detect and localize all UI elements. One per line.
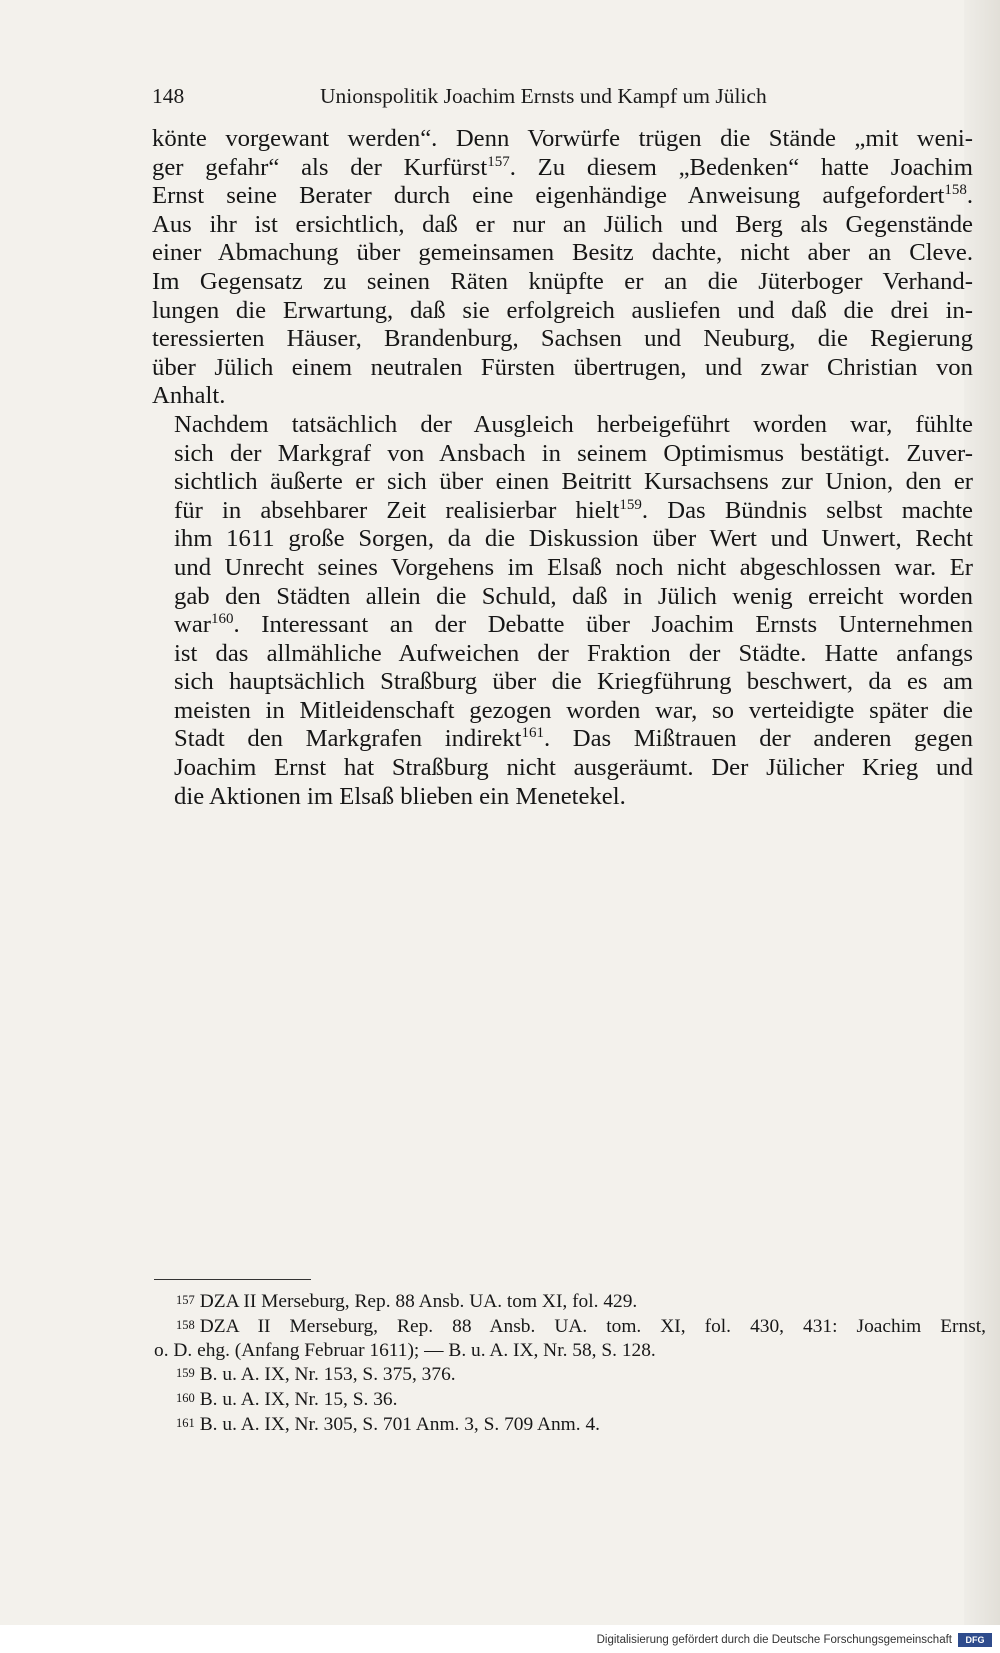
footnote-continuation: o. D. ehg. (Anfang Februar 1611); — B. u. A. IX, Nr. 58, S. 128. <box>154 1339 656 1361</box>
text-line: Aus ihr ist ersichtlich, daß er nur an Jülich und Berg als Gegenstände <box>152 210 973 238</box>
text-line: lungen die Erwartung, daß sie erfolgreich ausliefen und daß die drei in- <box>152 296 973 324</box>
footnote-rule <box>154 1279 311 1280</box>
footnote: 158 DZA II Merseburg, Rep. 88 Ansb. UA. tom. XI, fol. 430, 431: Joachim Ernst, <box>176 1315 986 1337</box>
text-line: Ernst seine Berater durch eine eigenhändige Anweisung aufgefordert$^{158}$. <box>152 181 973 210</box>
text-line: Im Gegensatz zu seinen Räten knüpfte er an die Jüterboger Verhand- <box>152 267 973 295</box>
footnote: 159 B. u. A. IX, Nr. 153, S. 375, 376. <box>176 1364 456 1386</box>
footnote-number: 159 <box>176 1366 195 1381</box>
text-line: teressierten Häuser, Brandenburg, Sachsen und Neuburg, die Regierung <box>152 325 973 353</box>
text-line: gab den Städten allein die Schuld, daß in Jülich wenig erreicht worden <box>174 582 973 610</box>
footnote-ref: 160 <box>211 610 234 627</box>
text-line: ger gefahr“ als der Kurfürst$^{157}$. Zu diesem „Bedenken“ hatte Joachim <box>152 153 973 181</box>
funding-credit: Digitalisierung gefördert durch die Deutsche Forschungsgemeinschaft <box>596 1634 952 1646</box>
text-line: Anhalt. <box>152 382 226 410</box>
text-line: meisten in Mitleidenschaft gezogen worden war, so verteidigte später die <box>174 696 973 724</box>
text-line: Stadt den Markgrafen indirekt$^{161}$. Das Mißtrauen der anderen gegen <box>174 725 973 753</box>
footnote-ref: 159 <box>619 496 642 513</box>
footnote-number: 158 <box>176 1317 195 1332</box>
running-title: Unionspolitik Joachim Ernsts und Kampf um Jülich <box>320 84 767 108</box>
page-number: 148 <box>152 84 185 108</box>
paragraph <box>152 411 973 811</box>
footnote-number: 157 <box>176 1293 195 1307</box>
footnote: 161 B. u. A. IX, Nr. 305, S. 701 Anm. 3, S. 709 Anm. 4. <box>176 1413 600 1435</box>
paragraph <box>152 125 973 411</box>
text-line: einer Abmachung über gemeinsamen Besitz dachte, nicht aber an Cleve. <box>152 239 973 267</box>
text-line: die Aktionen im Elsaß blieben ein Menetekel. <box>174 782 626 810</box>
text-line: war$^{160}$. Interessant an der Debatte über Joachim Ernsts Unternehmen <box>174 610 973 639</box>
footnote-ref: 161 <box>521 725 544 742</box>
footnote: 157 DZA II Merseburg, Rep. 88 Ansb. UA. tom XI, fol. 429. <box>176 1291 638 1312</box>
footnote-number: 161 <box>176 1415 195 1430</box>
footnote-ref: 157 <box>487 153 510 170</box>
text-line: über Jülich einem neutralen Fürsten übertrugen, und zwar Christian von <box>152 353 973 381</box>
text-line: sich hauptsächlich Straßburg über die Kriegführung beschwert, da es am <box>174 668 973 696</box>
text-line: sichtlich äußerte er sich über einen Beitritt Kursachsens zur Union, den er <box>174 468 973 496</box>
text-line: für in absehbarer Zeit realisierbar hielt$^{159}$. Das Bündnis selbst machte <box>174 496 973 524</box>
footnote-ref: 158 <box>944 181 967 198</box>
text-line: könte vorgewant werden“. Denn Vorwürfe trügen die Stände „mit weni- <box>152 125 973 152</box>
footnotes <box>154 1289 986 1437</box>
text-line: und Unrecht seines Vorgehens im Elsaß noch nicht abgeschlossen war. Er <box>174 553 973 581</box>
text-line: ihm 1611 große Sorgen, da die Diskussion über Wert und Unwert, Recht <box>174 525 973 553</box>
text-line: sich der Markgraf von Ansbach in seinem Optimismus bestätigt. Zuver- <box>174 439 973 467</box>
text-line: Nachdem tatsächlich der Ausgleich herbeigeführt worden war, fühlte <box>174 410 973 438</box>
text-line: Joachim Ernst hat Straßburg nicht ausgeräumt. Der Jülicher Krieg und <box>174 754 973 782</box>
footnote: 160 B. u. A. IX, Nr. 15, S. 36. <box>176 1389 398 1411</box>
dfg-logo: DFG <box>958 1633 992 1647</box>
body-text <box>152 125 973 811</box>
footnote-number: 160 <box>176 1391 195 1406</box>
running-header <box>152 84 802 116</box>
text-line: ist das allmähliche Aufweichen der Fraktion der Städte. Hatte anfangs <box>174 639 973 667</box>
